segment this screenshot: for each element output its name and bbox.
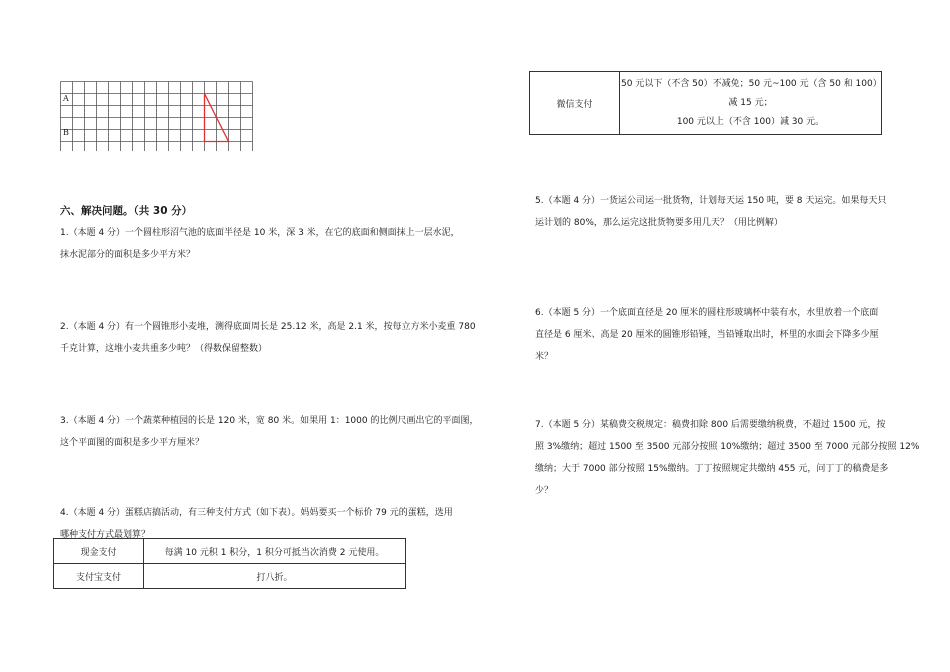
payment-table-right	[529, 71, 882, 135]
grid-drawing	[60, 81, 256, 151]
grid-figure	[60, 81, 256, 151]
section-title: 六、解决问题。（共 30 分）	[60, 205, 193, 217]
table-row-alipay	[54, 564, 406, 589]
problem-1	[60, 222, 460, 266]
problem-7	[535, 414, 919, 502]
grid-label-a: A	[63, 94, 69, 103]
wechat-desc-line-1: 50 元以下（不含 50）不减免；50 元~100 元（含 50 和 100）	[621, 78, 882, 89]
problem-5-line-2: 运计划的 80%，那么运完这批货物要多用几天？（用比例解）	[535, 218, 783, 228]
wechat-desc	[620, 72, 882, 135]
problem-3-line-1: 3.（本题 4 分）一个蔬菜种植园的长是 120 米，宽 80 米。如果用 1：1000 的比例尺画出它的平面图，	[60, 416, 479, 426]
problem-2-line-2: 千克计算，这堆小麦共重多少吨？（得数保留整数）	[60, 344, 268, 354]
problem-7-line-4: 少？	[535, 486, 554, 496]
problem-5	[535, 190, 886, 234]
table-row-wechat	[530, 72, 882, 135]
problem-1-line-2: 抹水泥部分的面积是多少平方米？	[60, 250, 196, 260]
payment-table-left	[53, 538, 406, 589]
grid-label-b: B	[63, 128, 69, 137]
problem-6-line-2: 直径是 6 厘米、高是 20 厘米的圆锥形铅锤，当铅锤取出时，杯里的水面会下降多少厘	[535, 330, 879, 340]
problem-7-line-2: 照 3%缴纳；超过 1500 至 3500 元部分按照 10%缴纳；超过 3500 至 7000 元部分按照 12%	[535, 442, 920, 452]
problem-5-line-1: 5.（本题 4 分）一货运公司运一批货物，计划每天运 150 吨，要 8 天运完。如果每天只	[535, 196, 887, 206]
problem-2	[60, 316, 476, 360]
alipay-method: 支付宝支付	[54, 564, 144, 589]
problem-6-line-3: 米？	[535, 352, 554, 362]
problem-7-line-3: 缴纳；大于 7000 部分按照 15%缴纳。丁丁按照规定共缴纳 455 元，问丁丁的稿费是多	[535, 464, 889, 474]
problem-3	[60, 410, 478, 454]
wechat-desc-line-2: 减 15 元；	[728, 97, 773, 108]
cash-method: 现金支付	[54, 539, 144, 564]
problem-3-line-2: 这个平面图的面积是多少平方厘米？	[60, 438, 205, 448]
problem-2-line-1: 2.（本题 4 分）有一个圆锥形小麦堆，测得底面周长是 25.12 米，高是 2.1 米，按每立方米小麦重 780	[60, 322, 476, 332]
problem-1-line-1: 1.（本题 4 分）一个圆柱形沼气池的底面半径是 10 米，深 3 米，在它的底面和侧面抹上一层水泥，	[60, 228, 460, 238]
problem-4-line-1: 4.（本题 4 分）蛋糕店搞活动，有三种支付方式（如下表）。妈妈要买一个标价 79 元的蛋糕，选用	[60, 508, 453, 518]
wechat-desc-line-3: 100 元以上（不含 100）减 30 元。	[676, 116, 825, 127]
alipay-desc: 打八折。	[144, 564, 406, 589]
problem-7-line-1: 7.（本题 5 分）某稿费交税规定：稿费扣除 800 后需要缴纳税费，不超过 1500 元，按	[535, 420, 886, 430]
problem-4-line-2: 哪种支付方式最划算？	[60, 530, 151, 540]
problem-6-line-1: 6.（本题 5 分）一个底面直径是 20 厘米的圆柱形玻璃杯中装有水，水里放着一个底面	[535, 308, 879, 318]
problem-6	[535, 302, 879, 368]
cash-desc: 每满 10 元积 1 积分，1 积分可抵当次消费 2 元使用。	[144, 539, 406, 564]
wechat-method: 微信支付	[530, 72, 620, 135]
table-row-cash	[54, 539, 406, 564]
